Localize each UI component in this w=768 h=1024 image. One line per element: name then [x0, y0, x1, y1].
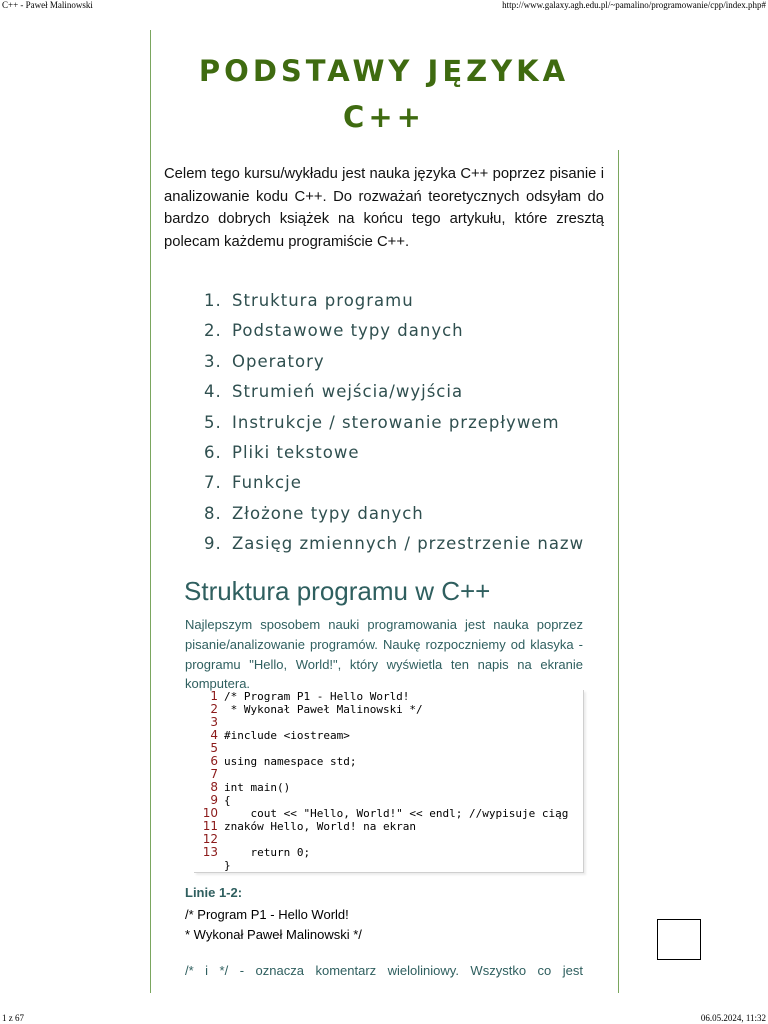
toc-item-label: Struktura programu: [232, 291, 414, 310]
right-border-rule: [618, 150, 619, 993]
code-text: * Wykonał Paweł Malinowski */: [224, 703, 423, 716]
toc-item-number: 2.: [204, 321, 222, 341]
line-number: 2: [210, 702, 218, 716]
scroll-to-top-button[interactable]: [657, 919, 701, 960]
intro-paragraph: Celem tego kursu/wykładu jest nauka języka C++ poprzez pisanie i analizowanie kodu C++. Do rozważań teoretycznych odsyłam do bardzo dobrych książek na końcu tego artykułu, które zresztą polecam każdemu programiście C++.: [164, 166, 604, 250]
toc-item-strumien[interactable]: [204, 377, 604, 407]
explanation-code: [185, 905, 362, 945]
toc-item-label: Podstawowe typy danych: [232, 321, 464, 341]
toc-item-number: 1.: [204, 291, 222, 310]
toc-item-podstawowe-typy-danych[interactable]: [204, 316, 604, 346]
page-title-line2: C++: [343, 100, 425, 134]
code-text: using namespace std;: [224, 755, 357, 768]
toc-item-pliki-tekstowe[interactable]: [204, 438, 604, 468]
toc-item-instrukcje[interactable]: [204, 408, 604, 438]
line-number: 11: [202, 819, 218, 833]
code-text: cout << "Hello, World!" << endl; //wypisuje ciąg: [224, 807, 569, 820]
toc-item-zlozone-typy[interactable]: [204, 499, 604, 529]
toc-item-zasieg-zmiennych[interactable]: [204, 529, 604, 559]
toc-item-number: 6.: [204, 442, 222, 462]
toc-item-number: 5.: [204, 412, 222, 432]
toc-item-label: Zasięg zmiennych / przestrzenie nazw: [232, 534, 585, 554]
print-footer-datetime: 06.05.2024, 11:32: [700, 1013, 766, 1023]
toc-item-label: Funkcje: [232, 473, 302, 493]
toc-item-funkcje[interactable]: [204, 468, 604, 498]
toc-item-number: 8.: [204, 503, 222, 523]
code-listing: [194, 690, 584, 873]
table-of-contents: [204, 286, 604, 560]
toc-item-label: Strumień wejścia/wyjścia: [232, 382, 464, 402]
page-title: [150, 48, 618, 140]
line-number: 8: [210, 780, 218, 794]
code-text: /* Program P1 - Hello World!: [224, 690, 410, 703]
code-text: }: [224, 859, 231, 872]
print-header-url: http://www.galaxy.agh.edu.pl/~pamalino/programowanie/cpp/index.php#: [502, 0, 766, 10]
toc-item-label: Złożone typy danych: [232, 503, 424, 523]
toc-item-operatory[interactable]: [204, 347, 604, 377]
code-text: #include <iostream>: [224, 729, 350, 742]
section-title: Struktura programu w C++: [184, 576, 491, 606]
toc-item-number: 9.: [204, 534, 222, 554]
line-number: 3: [210, 715, 218, 729]
left-border-rule: [150, 30, 151, 993]
line-number: 10: [202, 806, 218, 820]
code-text: znaków Hello, World! na ekran: [224, 820, 417, 833]
toc-item-label: Operatory: [232, 351, 325, 371]
explanation-code-line1: /* Program P1 - Hello World!: [185, 907, 349, 922]
section-paragraph: Najlepszym sposobem nauki programowania jest nauka poprzez pisanie/analizowanie programów. Naukę rozpoczniemy od klasyka - programu "Hello, World!", który wyświetla ten napis na ekranie komputera.: [185, 617, 583, 692]
code-text: return 0;: [224, 846, 311, 859]
line-number: 5: [210, 741, 218, 755]
toc-item-number: 7.: [204, 473, 222, 493]
toc-item-number: 4.: [204, 382, 222, 402]
print-footer-page: 1 z 67: [2, 1013, 24, 1023]
code-text: int main(): [224, 781, 291, 794]
line-number: 7: [210, 767, 218, 781]
line-number: 12: [202, 832, 218, 846]
line-number: 13: [202, 845, 218, 859]
explanation-label: Linie 1-2:: [185, 885, 243, 900]
explanation-code-line2: * Wykonał Paweł Malinowski */: [185, 927, 362, 942]
toc-item-struktura-programu[interactable]: [204, 286, 604, 316]
code-text: {: [224, 794, 231, 807]
line-number: 9: [210, 793, 218, 807]
line-number: 6: [210, 754, 218, 768]
toc-item-label: Instrukcje / sterowanie przepływem: [232, 412, 560, 432]
line-number: 4: [210, 728, 218, 742]
page-title-line1: PODSTAWY JĘZYKA: [198, 54, 570, 88]
comment-paragraph: /* i */ - oznacza komentarz wieloliniowy. Wszystko co jest: [185, 963, 583, 978]
line-number: 1: [210, 689, 218, 703]
print-header-title: C++ - Paweł Malinowski: [2, 0, 93, 10]
toc-item-number: 3.: [204, 351, 222, 371]
toc-item-label: Pliki tekstowe: [232, 442, 360, 462]
